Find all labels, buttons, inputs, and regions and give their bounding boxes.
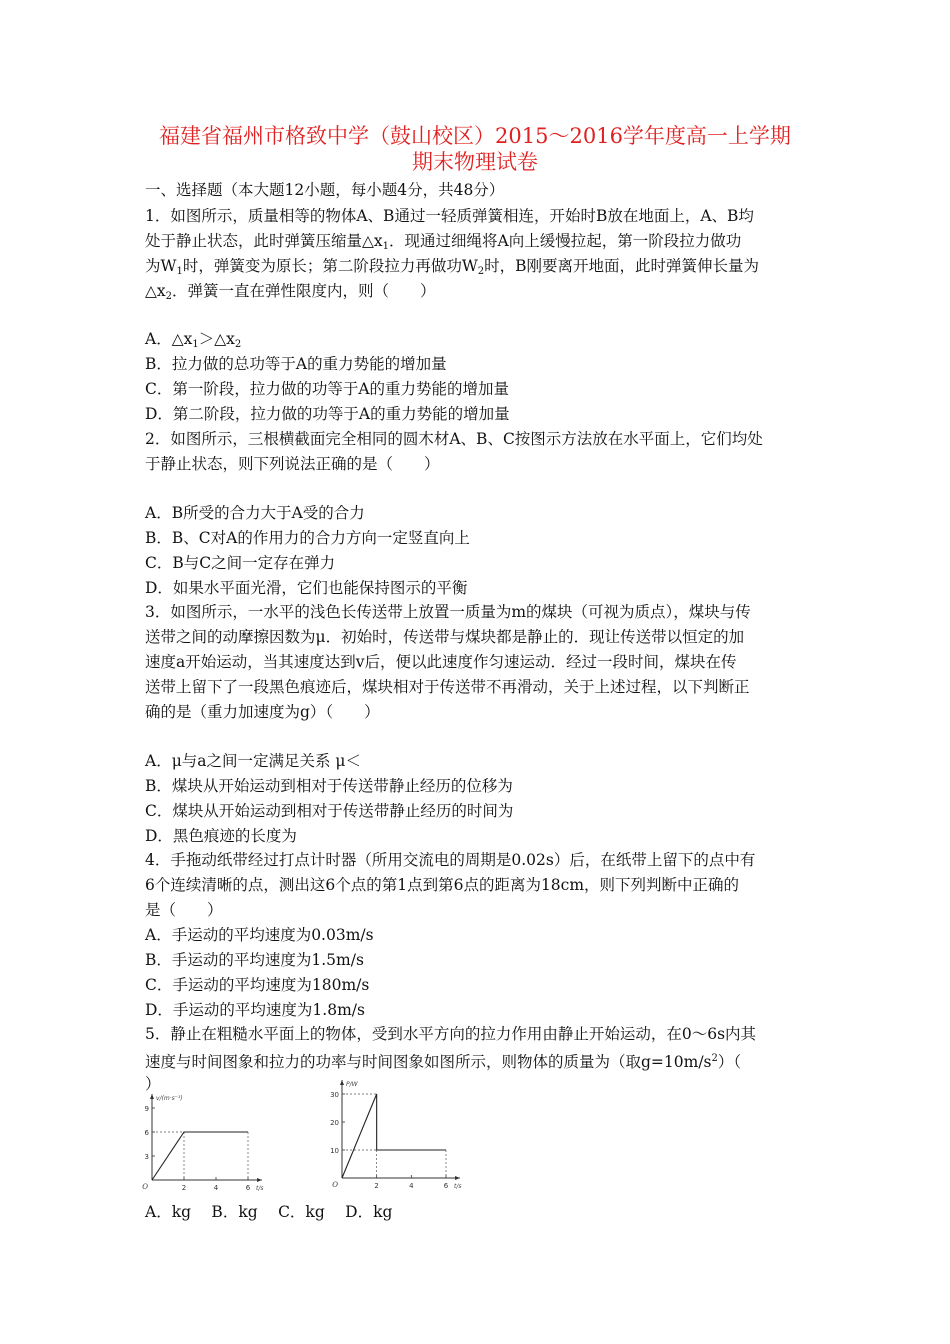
q3-line-2: 送带之间的动摩擦因数为μ．初始时，传送带与煤块都是静止的．现让传送带以恒定的加: [145, 628, 745, 646]
q4-line-2: 6个连续清晰的点，测出这6个点的第1点到第6点的距离为18cm，则下列判断中正确的: [145, 876, 740, 894]
power-time-graph: [322, 1078, 474, 1198]
y-tick-label: 3: [144, 1153, 149, 1161]
y-tick-label: 6: [144, 1129, 149, 1137]
x-axis-label: t/s: [256, 1185, 264, 1192]
y-tick-label: 9: [144, 1105, 149, 1113]
q4-line-3: 是（ ）: [145, 901, 223, 919]
q3-line-3: 速度a开始运动，当其速度达到v后，便以此速度作匀速运动．经过一段时间，煤块在传: [145, 653, 737, 671]
x-tick-label: 6: [443, 1182, 449, 1190]
q1-line-2: 处于静止状态，此时弹簧压缩量$\triangle x_1$．现通过细绳将A向上缓慢拉起，第一阶段拉力做功: [145, 232, 742, 252]
q4-option-a: A．手运动的平均速度为0.03m/s: [145, 926, 374, 944]
x-tick-label: 2: [374, 1182, 379, 1190]
y-tick-label: 30: [330, 1091, 339, 1099]
origin-label: O: [142, 1183, 148, 1191]
y-axis-label: v/(m·s⁻¹): [156, 1095, 183, 1102]
page-title-line-2: 期末物理试卷: [412, 150, 538, 174]
section-heading: 一、选择题（本大题12小题，每小题4分，共48分）: [145, 181, 505, 199]
q1-option-a: A．$\triangle x_1>\triangle x_2$: [145, 330, 242, 350]
q3-line-5: 确的是（重力加速度为g）（ ）: [145, 703, 380, 721]
origin-label: O: [332, 1181, 338, 1189]
q4-line-1: 4．手拖动纸带经过打点计时器（所用交流电的周期是0.02s）后，在纸带上留下的点中有: [145, 851, 756, 869]
q2-option-d: D．如果水平面光滑，它们也能保持图示的平衡: [145, 579, 468, 597]
page-title-line-1: 福建省福州市格致中学（鼓山校区）2015～2016学年度高一上学期: [159, 124, 791, 148]
q2-option-c: C．B与C之间一定存在弹力: [145, 554, 336, 572]
q4-option-c: C．手运动的平均速度为180m/s: [145, 976, 370, 994]
x-axis-arrow: [455, 1176, 460, 1180]
x-tick-label: 2: [181, 1184, 187, 1192]
q5-options: A．kg B．kg C．kg D．kg: [145, 1203, 393, 1221]
q2-option-b: B．B、C对A的作用力的合力方向一定竖直向上: [145, 529, 470, 547]
q4-option-b: B．手运动的平均速度为1.5m/s: [145, 951, 364, 969]
q3-option-d: D．黑色痕迹的长度为: [145, 827, 297, 845]
x-tick-label: 6: [245, 1184, 251, 1192]
q5-line-1: 5．静止在粗糙水平面上的物体，受到水平方向的拉力作用由静止开始运动，在0～6s内其: [145, 1025, 757, 1043]
y-axis-arrow: [340, 1080, 344, 1085]
q2-line-1: 2．如图所示，三根横截面完全相同的圆木材A、B、C按图示方法放在水平面上，它们均处: [145, 430, 763, 448]
x-tick-label: 4: [213, 1184, 219, 1192]
y-tick-label: 10: [330, 1147, 339, 1155]
q5-line-2: 速度与时间图象和拉力的功率与时间图象如图所示，则物体的质量为（取$g=10m/s^2$）（: [145, 1053, 742, 1071]
velocity-series-line: [152, 1132, 248, 1180]
q1-line-4: $\triangle x_2$．弹簧一直在弹性限度内，则（ ）: [145, 282, 436, 302]
q2-option-a: A．B所受的合力大于A受的合力: [145, 504, 365, 522]
x-axis-label: t/s: [454, 1183, 462, 1190]
q3-option-a: A．μ与a之间一定满足关系 μ＜: [145, 752, 362, 770]
q3-line-4: 送带上留下了一段黑色痕迹后，煤块相对于传送带不再滑动，关于上述过程，以下判断正: [145, 678, 750, 696]
q1-option-b: B．拉力做的总功等于A的重力势能的增加量: [145, 355, 447, 373]
power-series-line: [342, 1094, 446, 1178]
y-axis-arrow: [150, 1094, 154, 1099]
q5-line-3: ）: [145, 1075, 161, 1093]
q1-option-d: D．第二阶段，拉力做的功等于A的重力势能的增加量: [145, 405, 510, 423]
q2-line-2: 于静止状态，则下列说法正确的是（ ）: [145, 455, 440, 473]
velocity-time-graph: [140, 1092, 280, 1198]
x-axis-arrow: [257, 1178, 262, 1182]
q1-line-3: 为$W_1$时，弹簧变为原长；第二阶段拉力再做功$W_2$时，B刚要离开地面，此时弹簧伸长量为: [145, 257, 760, 277]
y-tick-label: 20: [330, 1119, 339, 1127]
q3-option-c: C．煤块从开始运动到相对于传送带静止经历的时间为: [145, 802, 514, 820]
q3-option-b: B．煤块从开始运动到相对于传送带静止经历的位移为: [145, 777, 513, 795]
y-axis-label: P/W: [346, 1081, 358, 1088]
q3-line-1: 3．如图所示，一水平的浅色长传送带上放置一质量为m的煤块（可视为质点），煤块与传: [145, 603, 751, 621]
q4-option-d: D．手运动的平均速度为1.8m/s: [145, 1001, 365, 1019]
q1-line-1: 1．如图所示，质量相等的物体A、B通过一轻质弹簧相连，开始时B放在地面上，A、B均: [145, 207, 754, 225]
x-tick-label: 4: [409, 1182, 414, 1190]
q1-option-c: C．第一阶段，拉力做的功等于A的重力势能的增加量: [145, 380, 510, 398]
